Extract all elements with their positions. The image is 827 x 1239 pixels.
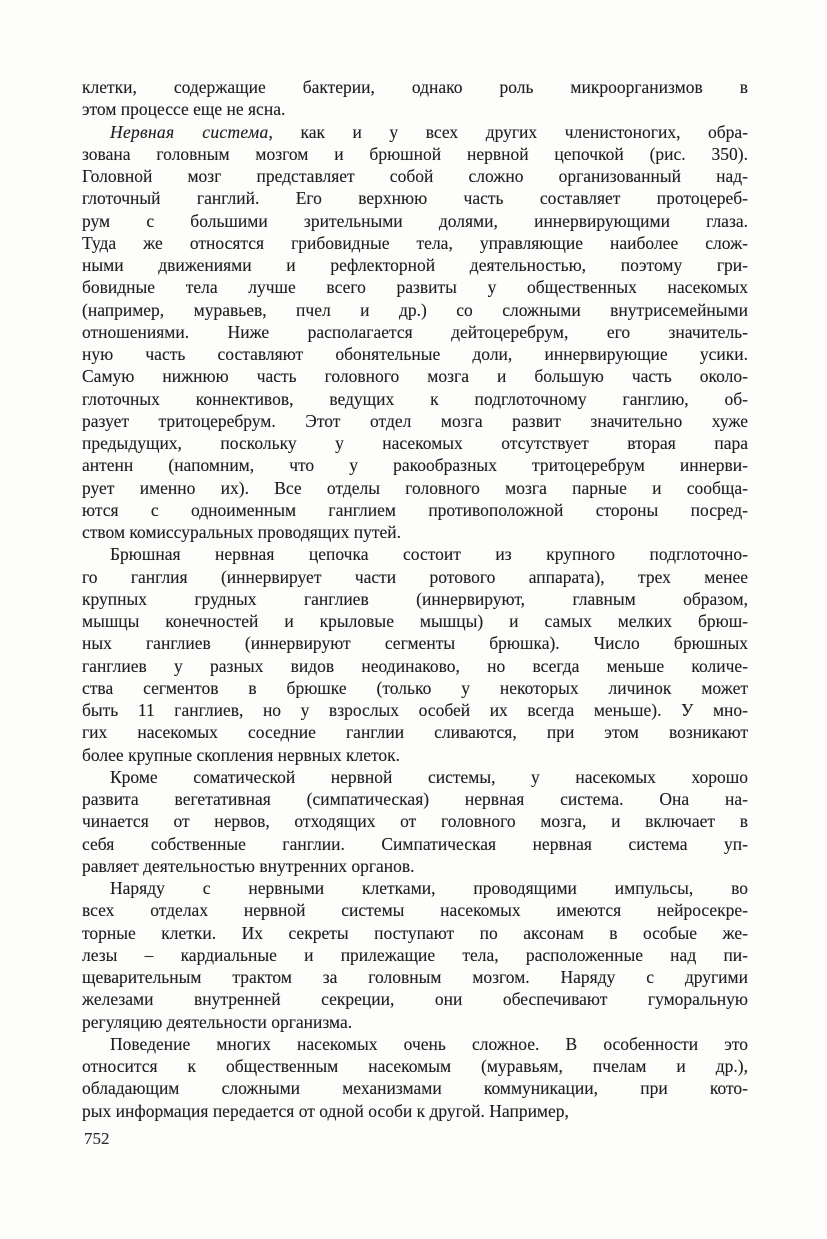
text-line: ными движениями и рефлекторной деятельностью, поэтому гри- [82,255,748,275]
text-line: крупных грудных ганглиев (иннервируют, главным образом, [82,588,748,609]
text-line: Нервная система, как и у всех других членистоногих, обра- [110,121,749,142]
text-line: разует тритоцеребрум. Этот отдел мозга развит значительно хуже [82,410,748,431]
text-line: го ганглия (иннервирует части ротового аппарата), трех менее [82,566,748,587]
text-line: ных ганглиев (иннервируют сегменты брюшка). Число брюшных [82,633,748,654]
paragraph [82,76,748,121]
text-line: равляет деятельностью внутренних органов. [82,855,415,876]
text-line: развита вегетативная (симпатическая) нервная система. Она на- [82,789,748,809]
text-line: глоточных коннективов, ведущих к подглоточному ганглию, об- [82,388,748,409]
text-line: себя собственные ганглии. Симпатическая нервная система уп- [82,833,748,854]
text-line: чинается от нервов, отходящих от головного мозга, и включает в [82,811,748,832]
text-line: (например, муравьев, пчел и др.) со сложными внутрисемейными [82,299,748,320]
text-line: антенн (напомним, что у ракообразных тритоцеребрум иннерви- [82,455,748,476]
text-line: Самую нижнюю часть головного мозга и большую часть около- [82,366,748,387]
text-line: бовидные тела лучше всего развиты у общественных насекомых [82,277,748,298]
text-line: гих насекомых соседние ганглии сливаются, при этом возникают [82,722,748,743]
text-line: этом процессе еще не ясна. [82,99,286,120]
paragraph [82,543,748,766]
text-line: ганглиев у разных видов неодинаково, но всегда меньше количе- [82,655,748,676]
text-line: Головной мозг представляет собой сложно организованный над- [82,166,748,186]
text-line: ства сегментов в брюшке (только у некоторых личинок может [82,677,748,698]
paragraph [82,766,748,877]
paragraph [82,877,748,1033]
text-line: Поведение многих насекомых очень сложное. В особенности это [110,1033,748,1054]
text-line: регуляцию деятельности организма. [82,1011,353,1032]
text-line: быть 11 ганглиев, но у взрослых особей их всегда меньше). У мно- [82,700,748,720]
text-line: клетки, содержащие бактерии, однако роль микроорганизмов в [82,77,748,97]
text-block [82,76,748,1122]
page-number: 752 [84,1129,110,1148]
text-line: ством комиссуральных проводящих путей. [82,522,402,542]
text-line: зована головным мозгом и брюшной нервной цепочкой (рис. 350). [82,143,748,164]
text-line: предыдущих, поскольку у насекомых отсутствует вторая пара [82,433,748,453]
text-line: лезы – кардиальные и прилежащие тела, расположенные над пи- [82,944,748,965]
paragraph [82,1033,748,1122]
text-line: глоточный ганглий. Его верхнюю часть составляет протоцереб- [82,188,748,209]
text-line: всех отделах нервной системы насекомых имеются нейросекре- [82,900,748,921]
text-line: Брюшная нервная цепочка состоит из крупного подглоточно- [110,544,748,565]
text-line: относится к общественным насекомым (муравьям, пчелам и др.), [82,1056,748,1076]
italic-lead: Нервная система [110,121,269,142]
text-line: рых информация передается от одной особи к другой. Например, [82,1100,569,1121]
paragraph [82,121,748,544]
text-line: отношениями. Ниже располагается дейтоцеребрум, его значитель- [82,321,748,342]
text-line: рует именно их). Все отделы головного мозга парные и сообща- [82,477,748,498]
text-line: ную часть составляют обонятельные доли, иннервирующие усики. [82,344,748,364]
text-line: ются с одноименным ганглием противоположной стороны посред- [82,499,748,520]
text-line: мышцы конечностей и крыловые мышцы) и самых мелких брюш- [82,611,748,631]
text-line: Кроме соматической нервной системы, у насекомых хорошо [110,766,748,787]
text-line: рум с большими зрительными долями, иннервирующими глаза. [82,210,748,231]
text-line: железами внутренней секреции, они обеспечивают гуморальную [82,989,748,1010]
text-line: Наряду с нервными клетками, проводящими импульсы, во [110,878,748,898]
text-line: более крупные скопления нервных клеток. [82,744,401,765]
text-line: торные клетки. Их секреты поступают по аксонам в особые же- [82,922,748,943]
text-line: обладающим сложными механизмами коммуникации, при кото- [82,1078,748,1099]
text-line: Туда же относятся грибовидные тела, управляющие наиболее слож- [82,232,748,253]
text-line: щеварительным трактом за головным мозгом. Наряду с другими [82,967,748,987]
